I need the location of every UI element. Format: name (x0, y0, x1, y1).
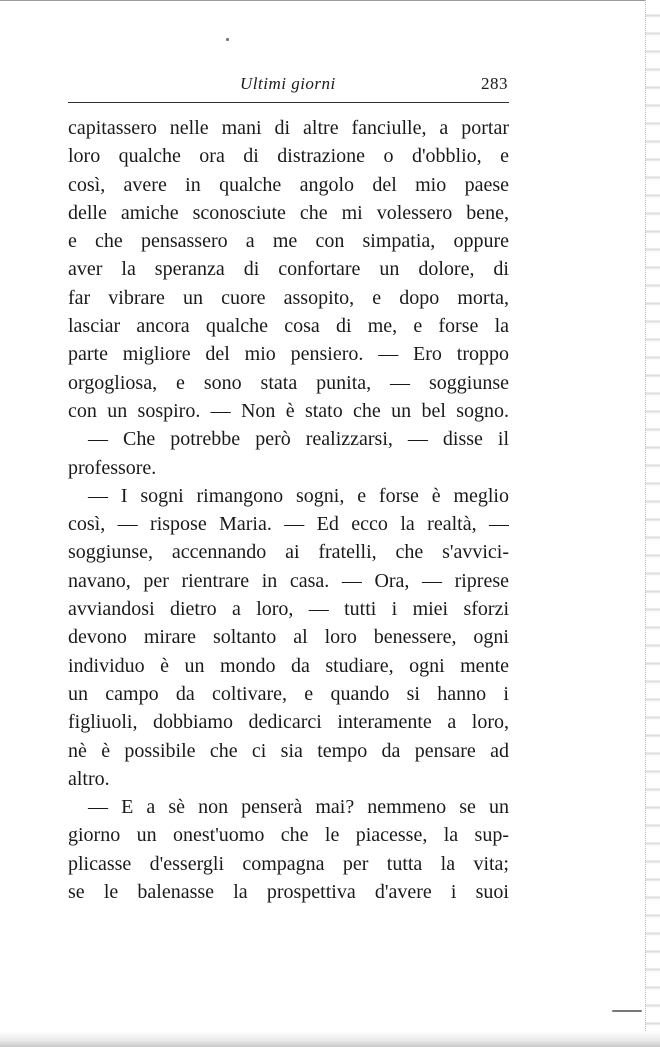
text-line: individuo è un mondo da studiare, ogni mente (68, 654, 509, 677)
page-right-edge (645, 0, 660, 1047)
text-line: un campo da coltivare, e quando si hanno i (68, 682, 509, 705)
header-rule (68, 102, 509, 103)
text-line: aver la speranza di confortare un dolore, di (68, 258, 509, 281)
body-text (68, 114, 509, 906)
text-line: navano, per rientrare in casa. — Ora, — riprese (68, 569, 509, 592)
text-line: devono mirare soltanto al loro benessere, ogni (68, 626, 509, 649)
text-line: e che pensassero a me con simpatia, oppure (68, 230, 509, 253)
text-line: così, avere in qualche angolo del mio paese (68, 173, 509, 196)
text-line: — I sogni rimangono sogni, e forse è meglio (88, 484, 509, 507)
text-line: così, — rispose Maria. — Ed ecco la realtà, — (68, 513, 509, 536)
text-line: altro. (68, 767, 110, 790)
text-line: soggiunse, accennando ai fratelli, che s'avvici- (68, 541, 509, 564)
text-line: figliuoli, dobbiamo dedicarci interamente a loro, (68, 711, 509, 734)
text-line: nè è possibile che ci sia tempo da pensare ad (68, 739, 509, 762)
text-line: — Che potrebbe però realizzarsi, — disse il (88, 428, 509, 451)
text-line: plicasse d'essergli compagna per tutta la vita; (68, 852, 509, 875)
text-line: con un sospiro. — Non è stato che un bel sogno. (68, 399, 509, 422)
text-line: giorno un onest'uomo che le piacesse, la sup- (68, 824, 509, 847)
page-header (68, 74, 508, 98)
text-line: avviandosi dietro a loro, — tutti i miei sforzi (68, 598, 509, 621)
text-line: loro qualche ora di distrazione o d'obblio, e (68, 145, 509, 168)
text-line: parte migliore del mio pensiero. — Ero troppo (68, 343, 509, 366)
text-line: capitassero nelle mani di altre fanciulle, a portar (68, 117, 509, 139)
page-top-edge (0, 0, 660, 9)
page-bottom-edge (0, 1031, 660, 1047)
text-line: lasciar ancora qualche cosa di me, e forse la (68, 315, 509, 338)
paper-speck (612, 1010, 642, 1012)
page-number: 283 (481, 74, 508, 93)
text-line: se le balenasse la prospettiva d'avere i suoi (68, 881, 509, 904)
text-line: delle amiche sconosciute che mi volessero bene, (68, 201, 509, 224)
text-line: — E a sè non penserà mai? nemmeno se un (88, 796, 509, 819)
text-line: orgogliosa, e sono stata punita, — soggiunse (68, 371, 509, 394)
running-title: Ultimi giorni (240, 74, 336, 93)
text-line: professore. (68, 456, 157, 479)
paper-speck (226, 38, 229, 41)
text-line: far vibrare un cuore assopito, e dopo morta, (68, 286, 509, 309)
